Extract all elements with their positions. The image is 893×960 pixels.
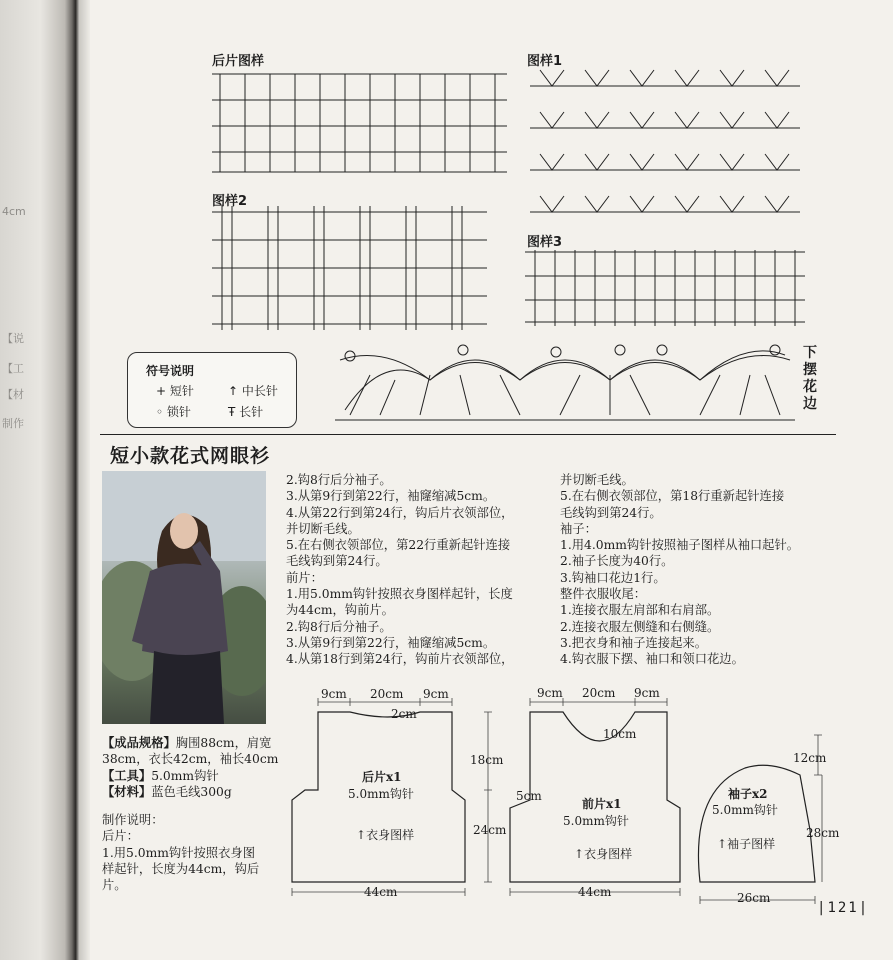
legend-symbol: ↑ <box>228 384 239 398</box>
col2-line: 4.从第18行到第24行，钩前片衣领部位， <box>286 652 514 667</box>
page-number: |121| <box>817 900 870 916</box>
col1-line: 片。 <box>102 878 127 893</box>
front-dim-top: 9cm <box>537 686 563 700</box>
front-dim-neck: 10cm <box>603 727 637 741</box>
pattern3-title: 图样3 <box>527 235 563 250</box>
sleeve-piece-name: 袖子x2 <box>728 787 768 801</box>
size-line2: 38cm，衣长42cm，袖长40cm <box>102 752 279 767</box>
front-dim-side: 5cm <box>516 789 542 803</box>
legend-symbol: Ŧ <box>228 405 236 419</box>
col3-line: 1.用4.0mm钩针按照袖子图样从袖口起针。 <box>560 538 800 553</box>
sleeve-dim-cap: 12cm <box>793 751 827 765</box>
size-label: 【成品规格】 <box>102 736 176 750</box>
legend-symbol: + <box>156 384 167 398</box>
arrow-up-icon: ↑ <box>574 847 585 861</box>
col2-line: 1.用5.0mm钩针按照衣身图样起针，长度 <box>286 587 513 602</box>
col3-line: 并切断毛线。 <box>560 473 634 487</box>
front-dim-width: 44cm <box>578 885 612 899</box>
col3-line: 4.钩衣服下摆、袖口和领口花边。 <box>560 652 744 667</box>
col2-line: 并切断毛线。 <box>286 521 360 536</box>
col2-line: 2.钩8行后分袖子。 <box>286 619 392 634</box>
tool-value: 5.0mm钩针 <box>151 768 219 783</box>
pattern2-title: 图样2 <box>212 194 248 209</box>
col1-line: 1.用5.0mm钩针按照衣身图 <box>102 845 255 860</box>
back-dim-width: 44cm <box>364 885 398 899</box>
legend-label: 锁针 <box>166 405 191 419</box>
sleeve-pattern <box>717 835 775 852</box>
material-value: 蓝色毛线300g <box>151 784 232 799</box>
legend-label: 长针 <box>239 405 264 419</box>
legend-symbol: ◦ <box>156 405 164 419</box>
col3-line: 2.连接衣服左侧缝和右侧缝。 <box>560 619 720 634</box>
hem-chart-title: 下摆花边 <box>803 345 817 412</box>
back-chart-title: 后片图样 <box>212 54 265 69</box>
tool-label: 【工具】 <box>102 768 152 783</box>
col3-line: 5.在右侧衣领部位，第18行重新起针连接 <box>560 489 785 504</box>
method-title: 制作说明： <box>102 813 164 828</box>
ghost-text: 【说 <box>2 332 24 345</box>
col2-line: 5.在右侧衣领部位，第22行重新起针连接 <box>286 538 511 553</box>
col3-line: 2.袖子长度为40行。 <box>560 554 674 569</box>
back-pattern-label: 衣身图样 <box>366 828 415 842</box>
material-label: 【材料】 <box>102 784 152 799</box>
front-pattern-label: 衣身图样 <box>584 847 633 861</box>
ghost-text: 【材 <box>2 388 24 401</box>
col1-line: 样起针，长度为44cm，钩后 <box>102 862 260 877</box>
col2-line: 毛线钩到第24行。 <box>286 554 388 569</box>
back-dim-body: 24cm <box>473 823 507 837</box>
col3-line: 3.钩袖口花边1行。 <box>560 570 666 585</box>
col2-line: 3.从第9行到第22行，袖窿缩减5cm。 <box>286 489 496 504</box>
page-number-value: 121 <box>827 900 859 916</box>
ghost-text: 4cm <box>2 205 26 218</box>
col2-line: 为44cm，钩前片。 <box>286 603 394 618</box>
ghost-text: 制作 <box>2 417 24 430</box>
back-dim-top: 20cm <box>370 687 404 701</box>
front-pattern <box>574 845 632 862</box>
back-dim-top: 9cm <box>321 687 347 701</box>
front-needle: 5.0mm钩针 <box>563 814 629 828</box>
back-piece-name: 后片x1 <box>362 770 402 784</box>
legend-title: 符号说明 <box>146 364 195 378</box>
front-dim-top: 9cm <box>634 686 660 700</box>
pattern1-title: 图样1 <box>527 54 563 69</box>
col3-line: 袖子： <box>560 521 597 536</box>
sleeve-dim-width: 26cm <box>737 891 771 905</box>
article-title: 短小款花式网眼衫 <box>110 445 271 467</box>
col2-line: 4.从第22行到第24行，钩后片衣领部位， <box>286 505 514 520</box>
col3-line: 1.连接衣服左肩部和右肩部。 <box>560 603 720 618</box>
col3-line: 3.把衣身和袖子连接起来。 <box>560 635 707 650</box>
col2-line: 2.钩8行后分袖子。 <box>286 473 392 487</box>
back-dim-neck: 2cm <box>391 707 417 721</box>
legend-label: 中长针 <box>241 384 278 398</box>
back-dim-armhole: 18cm <box>470 753 504 767</box>
back-dim-top: 9cm <box>423 687 449 701</box>
sleeve-needle: 5.0mm钩针 <box>712 803 778 817</box>
col3-line: 毛线钩到第24行。 <box>560 505 662 520</box>
arrow-up-icon: ↑ <box>717 837 728 851</box>
front-piece-name: 前片x1 <box>582 797 622 811</box>
col3-line: 整件衣服收尾： <box>560 587 647 602</box>
sleeve-dim-length: 28cm <box>806 826 840 840</box>
sleeve-pattern-label: 袖子图样 <box>727 837 776 851</box>
legend-label: 短针 <box>169 384 194 398</box>
size-value: 胸围88cm，肩宽 <box>175 736 272 750</box>
ghost-text: 【工 <box>2 362 24 375</box>
col2-line: 前片： <box>286 570 323 585</box>
col1-line: 后片： <box>102 829 139 844</box>
arrow-up-icon: ↑ <box>356 828 367 842</box>
col2-line: 3.从第9行到第22行，袖窿缩减5cm。 <box>286 635 496 650</box>
back-pattern <box>356 826 414 843</box>
sleeve-outline <box>698 765 815 882</box>
front-dim-top: 20cm <box>582 686 616 700</box>
back-needle: 5.0mm钩针 <box>348 787 414 801</box>
